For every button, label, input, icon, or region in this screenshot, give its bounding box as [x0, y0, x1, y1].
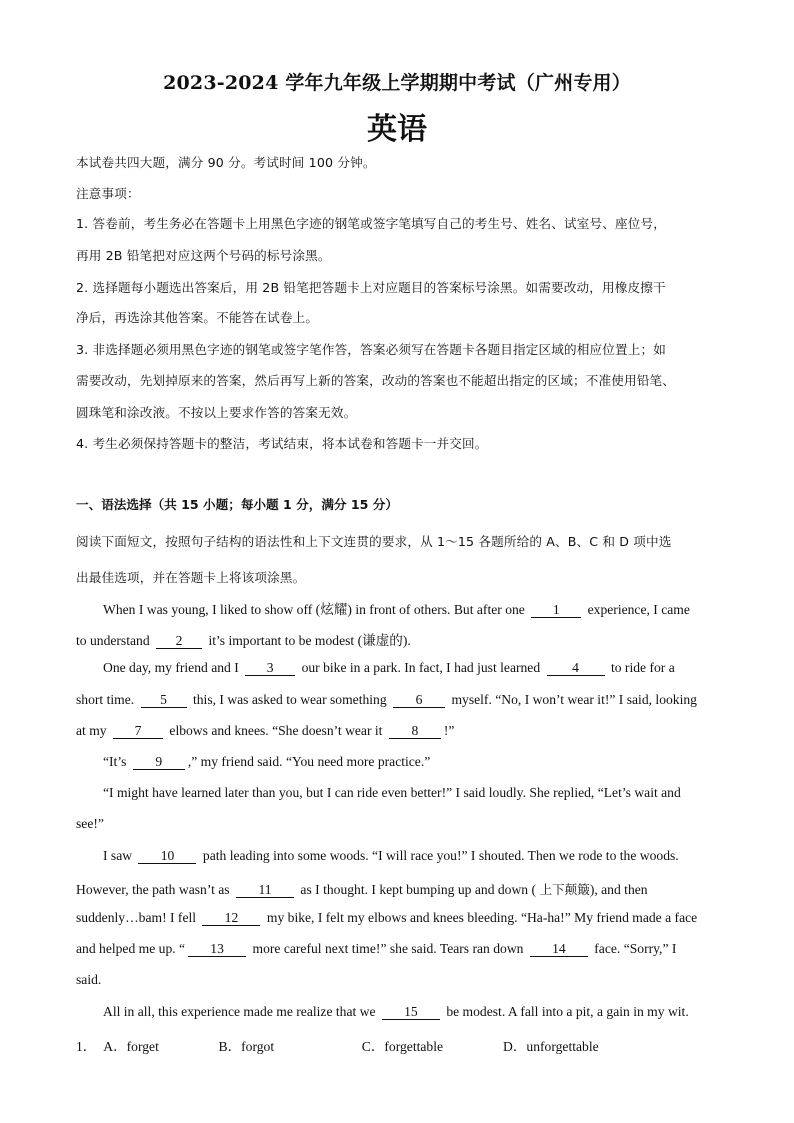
note-3-line-2: 需要改动，先划掉原来的答案，然后再写上新的答案，改动的答案也不能超出指定的区域；不准使用铅笔、 [76, 373, 675, 388]
section-heading: 一、语法选择（共 15 小题；每小题 1 分，满分 15 分） [76, 497, 398, 512]
passage-text: and helped me up. “ [76, 941, 186, 956]
question-number: 1． [76, 1039, 97, 1054]
note-1-line-1: 1. 答卷前，考生务必在答题卡上用黑色字迹的钢笔或签字笔填写自己的考生号、姓名、试室号、座位号， [76, 216, 666, 231]
passage-text: All in all, this experience made me realize that we [103, 1004, 376, 1019]
passage-text: ), and then [589, 882, 648, 897]
passage-line [103, 660, 675, 676]
question-1 [76, 1035, 599, 1055]
passage-text: said. [76, 972, 102, 987]
passage-line [76, 910, 697, 926]
passage-text: face. “Sorry,” I [594, 941, 677, 956]
passage-line [76, 972, 101, 988]
passage-text: path leading into some woods. “I will race you!” I shouted. Then we rode to the woods. [202, 848, 679, 863]
passage-gloss: 上下颠簸 [539, 882, 590, 897]
blank-4: 4 [547, 661, 605, 676]
passage-text: it’s important to be modest (谦虚的). [208, 633, 411, 648]
passage-text: However, the path wasn’t as [76, 882, 230, 897]
blank-2: 2 [156, 634, 202, 649]
blank-6: 6 [393, 693, 445, 708]
exam-title: 2023-2024 学年九年级上学期期中考试（广州专用） [163, 72, 631, 94]
subject-title: 英语 [367, 112, 427, 147]
passage-text: our bike in a park. In fact, I had just learned [301, 660, 541, 675]
passage-text: short time. [76, 692, 135, 707]
passage-line [103, 848, 679, 864]
blank-8: 8 [389, 724, 441, 739]
passage-line [76, 941, 676, 957]
blank-7: 7 [113, 724, 163, 739]
option-a[interactable]: A．forget [103, 1039, 159, 1054]
option-b[interactable]: B．forgot [218, 1039, 275, 1054]
notes-title: 注意事项： [76, 186, 140, 201]
passage-text: to ride for a [610, 660, 675, 675]
passage-line [76, 692, 697, 708]
passage-line [103, 1004, 689, 1020]
passage-text: When I was young, I liked to show off (炫耀) in front of others. But after one [103, 602, 525, 617]
blank-3: 3 [245, 661, 295, 676]
passage-text: as I thought. I kept bumping up and down ( [300, 882, 537, 897]
passage-text: I saw [103, 848, 133, 863]
passage-line [76, 723, 454, 739]
passage-text: myself. “No, I won’t wear it!” I said, looking [451, 692, 697, 707]
blank-12: 12 [202, 911, 260, 926]
passage-text: suddenly…bam! I fell [76, 910, 197, 925]
blank-1: 1 [531, 603, 581, 618]
passage-text: see!” [76, 816, 104, 831]
passage-line [103, 785, 681, 801]
passage-text: ,” my friend said. “You need more practice.” [187, 754, 431, 769]
passage-text: “It’s [103, 754, 127, 769]
note-2-line-1: 2. 选择题每小题选出答案后，用 2B 铅笔把答题卡上对应题目的答案标号涂黑。如需要改动，用橡皮擦干 [76, 280, 666, 295]
note-1-line-2: 再用 2B 铅笔把对应这两个号码的标号涂黑。 [76, 248, 331, 263]
note-2-line-2: 净后，再选涂其他答案。不能答在试卷上。 [76, 310, 319, 325]
passage-text: One day, my friend and I [103, 660, 239, 675]
passage-text: to understand [76, 633, 150, 648]
section-instructions-line-1: 阅读下面短文，按照句子结构的语法性和上下文连贯的要求，从 1～15 各题所给的 A、B、C 和 D 项中选 [76, 534, 672, 549]
blank-11: 11 [236, 883, 294, 898]
passage-line [76, 879, 648, 898]
blank-15: 15 [382, 1005, 440, 1020]
blank-13: 13 [188, 942, 246, 957]
passage-text: this, I was asked to wear something [192, 692, 387, 707]
option-c[interactable]: C．forgettable [361, 1039, 444, 1054]
section-instructions-line-2: 出最佳选项，并在答题卡上将该项涂黑。 [76, 570, 306, 585]
blank-10: 10 [138, 849, 196, 864]
note-4: 4. 考生必须保持答题卡的整洁，考试结束，将本试卷和答题卡一并交回。 [76, 436, 488, 451]
passage-line [103, 754, 430, 770]
passage-text: “I might have learned later than you, but I can ride even better!” I said loudly. She replied, “Let’s wait and [103, 785, 681, 800]
passage-line [76, 816, 104, 832]
passage-text: my bike, I felt my elbows and knees bleeding. “Ha-ha!” My friend made a face [266, 910, 698, 925]
passage-text: be modest. A fall into a pit, a gain in my wit. [446, 1004, 689, 1019]
blank-14: 14 [530, 942, 588, 957]
passage-line [103, 598, 690, 618]
blank-5: 5 [141, 693, 187, 708]
blank-9: 9 [133, 755, 185, 770]
passage-text: !” [443, 723, 455, 738]
note-3-line-1: 3. 非选择题必须用黑色字迹的钢笔或签字笔作答，答案必须写在答题卡各题目指定区域的相应位置上；如 [76, 342, 666, 357]
passage-text: elbows and knees. “She doesn’t wear it [169, 723, 383, 738]
passage-text: more careful next time!” she said. Tears ran down [252, 941, 524, 956]
passage-text: experience, I came [587, 602, 690, 617]
passage-text: at my [76, 723, 107, 738]
option-d[interactable]: D．unforgettable [503, 1039, 599, 1054]
passage-line [76, 629, 411, 649]
exam-info: 本试卷共四大题，满分 90 分。考试时间 100 分钟。 [76, 155, 376, 170]
note-3-line-3: 圆珠笔和涂改液。不按以上要求作答的答案无效。 [76, 405, 357, 420]
